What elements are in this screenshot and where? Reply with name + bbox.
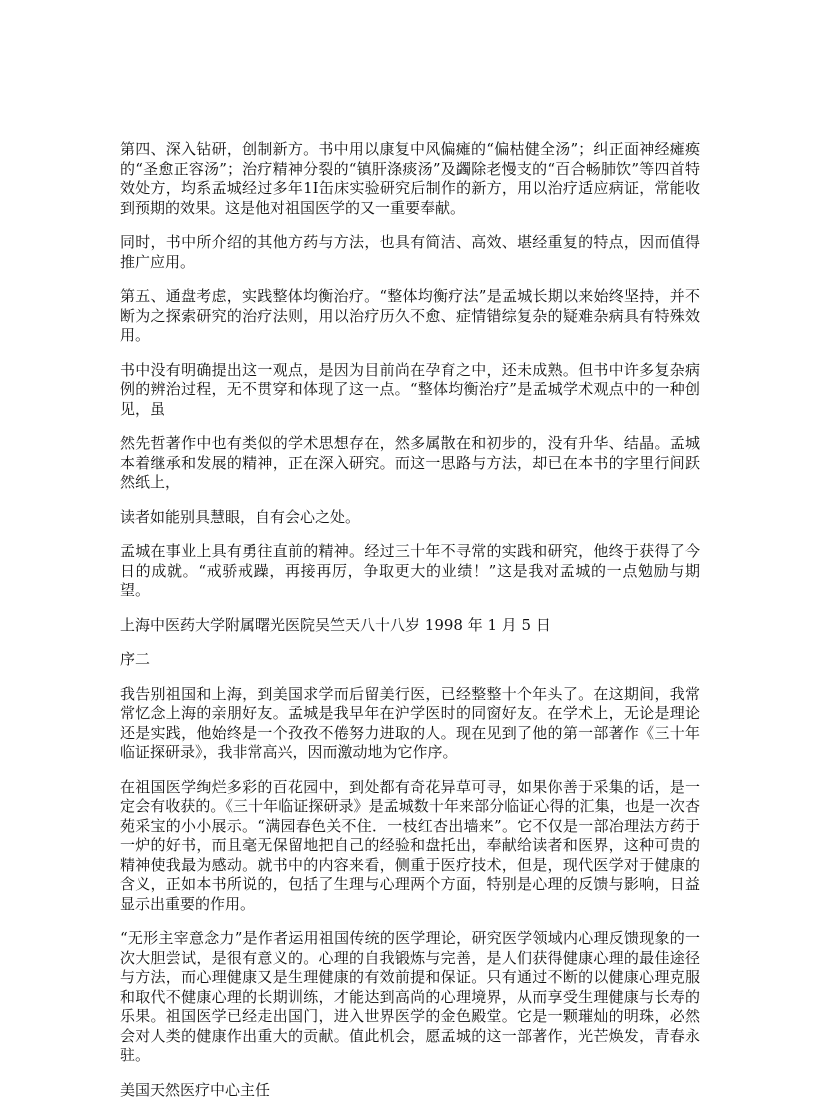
document-body — [120, 140, 700, 1115]
paragraph-mind-power: “无形主宰意念力”是作者运用祖国传统的医学理论，研究医学领域内心理反馈现象的一次大胆尝试，是很有意义的。心理的自我锻炼与完善，是人们获得健康心理的最佳途径与方法，而心理健康又是生理健康的有效前提和保证。只有通过不断的以健康心理克服和取代不健康心理的长期训练，才能达到高尚的心理境界，从而享受生理健康与长寿的乐果。祖国医学已经走出国门，进入世界医学的金色殿堂。它是一颗璀灿的明珠，必然会对人类的健康作出重大的贡献。值此机会，愿孟城的这一部著作，光芒焕发，青春永驻。 — [120, 929, 700, 1064]
signature-line-1: 上海中医药大学附属曙光医院吴竺天八十八岁 1998 年 1 月 5 日 — [120, 615, 551, 634]
paragraph-new-prescriptions: 第四、深入钻研，创制新方。书中用以康复中风偏瘫的“偏枯健全汤”；纠正面神经瘫痪的“圣愈正容汤”；治疗精神分裂的“镇肝涤痰汤”及蠲除老慢支的“百合畅肺饮”等四首特效处方，均系孟城经过多年1I缶床实验研究后制作的新方，用以治疗适应病证，常能收到预期的效果。这是他对祖国医学的又一重要奉献。 — [120, 140, 700, 217]
paragraph-predecessors: 然先哲著作中也有类似的学术思想存在，然多属散在和初步的，没有升华、结晶。孟城本着继承和发展的精神，正在深入研究。而这一思路与方法，却已在本书的字里行间跃然纸上， — [120, 434, 700, 491]
signature-line-2: 美国天然医疗中心主任 — [120, 1080, 271, 1099]
paragraph-readers: 读者如能别具慧眼，自有会心之处。 — [120, 507, 361, 526]
paragraph-farewell: 我告别祖国和上海，到美国求学而后留美行医，已经整整十个年头了。在这期间，我常常忆念上海的亲朋好友。孟城是我早年在沪学医时的同窗好友。在学术上，无论是理论还是实践，他始终是一个孜孜不倦努力进取的人。现在见到了他的第一部著作《三十年临证探研录》，我非常高兴，因而激动地为它作序。 — [120, 684, 700, 761]
paragraph-encouragement: 孟城在事业上具有勇往直前的精神。经过三十年不寻常的实践和研究，他终于获得了今日的成就。“戒骄戒躁，再接再厉，争取更大的业绩！”这是我对孟城的一点勉励与期望。 — [120, 542, 700, 599]
paragraph-viewpoint: 书中没有明确提出这一观点，是因为目前尚在孕育之中，还未成熟。但书中许多复杂病例的辨治过程，无不贯穿和体现了这一点。“整体均衡治疗”是孟城学术观点中的一种创见，虽 — [120, 360, 700, 418]
paragraph-other-methods: 同时，书中所介绍的其他方药与方法，也具有简洁、高效、堪经重复的特点，因而值得推广应用。 — [120, 233, 700, 271]
section-heading-preface-two: 序二 — [120, 650, 151, 668]
paragraph-garden: 在祖国医学绚烂多彩的百花园中，到处都有奇花异草可寻，如果你善于采集的话，是一定会有收获的。《三十年临证探研录》是孟城数十年来部分临证心得的汇集，也是一次杏苑采宝的小小展示。“满园春色关不住．一枝红杏出墙来”。它不仅是一部冶理法方药于一炉的好书，而且毫无保留地把自己的经验和盘托出，奉献给读者和医界，这种可贵的精神使我最为感动。就书中的内容来看，侧重于医疗技术，但是，现代医学对于健康的含义，正如本书所说的，包括了生理与心理两个方面，特别是心理的反馈与影响，日益显示出重要的作用。 — [120, 777, 700, 913]
paragraph-holistic-treatment: 第五、通盘考虑，实践整体均衡治疗。“整体均衡疗法”是孟城长期以来始终坚持，并不断为之探索研究的治疗法则，用以治疗历久不愈、症情错综复杂的疑难杂病具有特殊效用。 — [120, 287, 700, 344]
